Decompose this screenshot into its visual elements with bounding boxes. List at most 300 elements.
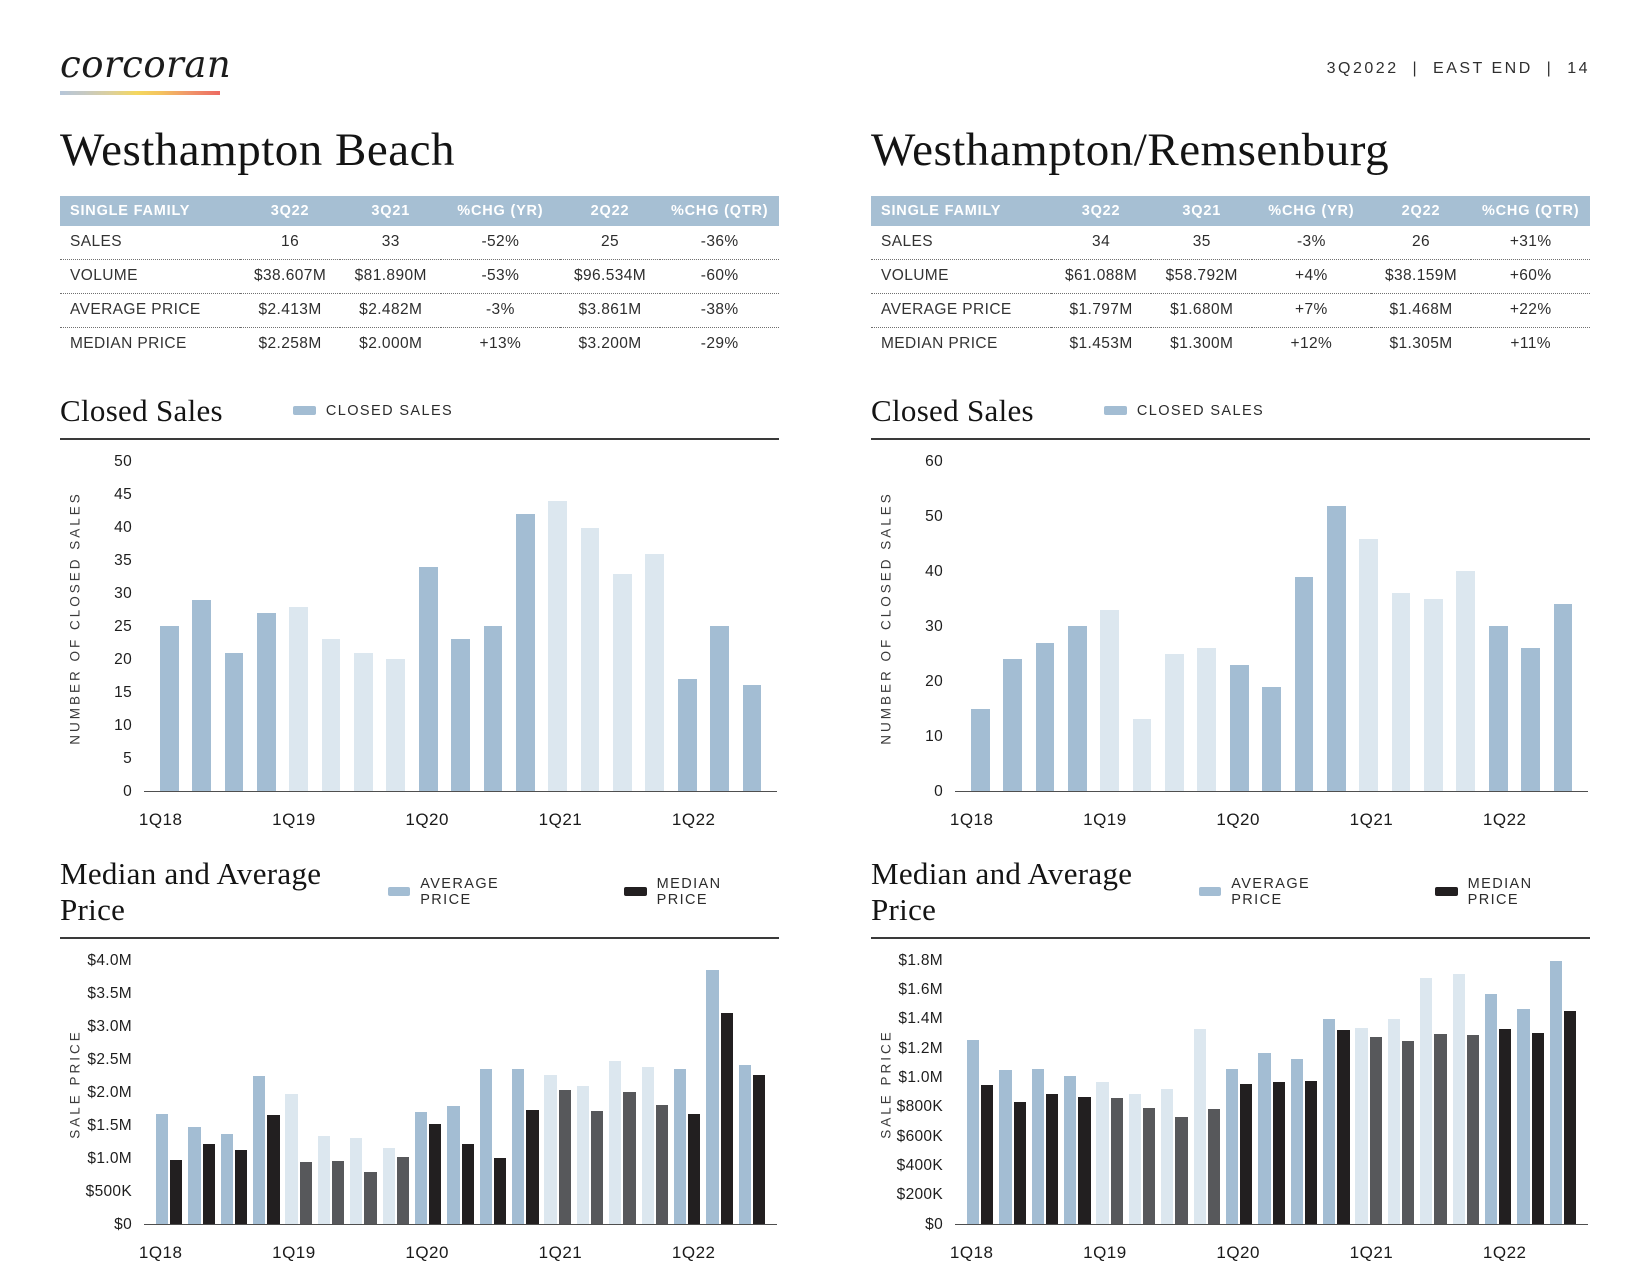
bar-group-3q20 — [1288, 462, 1320, 791]
closed-sales-bar — [1456, 571, 1475, 790]
bar-group-3q19 — [1158, 961, 1190, 1224]
bar-group-2q22 — [1514, 462, 1546, 791]
section-divider — [60, 937, 779, 939]
average-price-bar — [609, 1061, 621, 1224]
average-price-bar — [1355, 1028, 1367, 1224]
y-tick-label: 50 — [114, 452, 132, 470]
page-info: 3Q2022 | EAST END | 14 — [1326, 60, 1590, 77]
median-price-bar — [397, 1157, 409, 1224]
x-axis-labels — [138, 802, 777, 830]
bar-group-4q21 — [639, 961, 671, 1224]
bar-group-2q19 — [1126, 462, 1158, 791]
bar-group-2q18 — [996, 961, 1028, 1224]
table-cell: SALES — [871, 226, 1051, 260]
bar-group-3q22 — [736, 961, 768, 1224]
median-price-bar — [1046, 1094, 1058, 1223]
bar-group-2q18 — [185, 462, 217, 791]
bar-group-1q19 — [283, 462, 315, 791]
x-tick-label: 1Q22 — [1482, 809, 1527, 829]
bar-group-3q19 — [347, 961, 379, 1224]
average-price-bar — [221, 1134, 233, 1224]
column-header-2q22: 2Q22 — [1371, 196, 1472, 226]
x-tick-label: 1Q19 — [272, 809, 316, 829]
average-price-bar — [1550, 961, 1562, 1224]
chart-title: Closed Sales — [60, 392, 223, 428]
closed-sales-bar — [1197, 648, 1216, 791]
closed-sales-bar — [1327, 506, 1346, 791]
table-cell: $38.607M — [240, 259, 341, 293]
average-price-bar — [285, 1094, 297, 1224]
y-tick-label: 10 — [114, 716, 132, 734]
closed-sales-bar — [1521, 648, 1540, 791]
median-price-bar — [688, 1114, 700, 1224]
bar-group-4q19 — [380, 961, 412, 1224]
bar-group-1q18 — [153, 462, 185, 791]
plot-wrapper — [901, 450, 1590, 830]
table-row-volume — [871, 259, 1590, 293]
average-price-bar — [1258, 1053, 1270, 1224]
y-tick-label: 40 — [114, 518, 132, 536]
table-cell: $1.300M — [1170, 335, 1234, 353]
closed-sales-bar — [1424, 599, 1443, 791]
bar-group-1q19 — [1094, 462, 1126, 791]
table-cell: -29% — [700, 335, 739, 353]
median-price-bar — [1240, 1084, 1252, 1224]
y-tick-label: 50 — [925, 507, 943, 525]
chart-legend — [1104, 403, 1264, 419]
closed-sales-bar — [225, 653, 244, 791]
plot-area — [955, 462, 1588, 792]
table-row-median-price — [871, 327, 1590, 361]
x-tick-label: 1Q20 — [1216, 1242, 1260, 1262]
closed-sales-swatch-icon — [1104, 406, 1127, 415]
table-cell: $3.861M — [560, 293, 661, 327]
y-axis-title: SALE PRICE — [67, 1028, 83, 1139]
y-tick-label: $800K — [896, 1098, 943, 1116]
average-price-bar — [156, 1114, 168, 1224]
y-tick-label: $1.0M — [898, 1069, 943, 1087]
table-cell: $2.482M — [340, 293, 441, 327]
legend-item — [388, 876, 552, 908]
closed-sales-bar — [322, 639, 341, 790]
bar-group-2q20 — [444, 462, 476, 791]
table-cell: VOLUME — [60, 259, 240, 293]
x-tick-label: 1Q18 — [138, 809, 183, 829]
closed-sales-bar — [257, 613, 276, 791]
median-price-bar — [429, 1124, 441, 1224]
x-tick-label: 1Q19 — [272, 1242, 316, 1262]
median-price-bar — [1532, 1033, 1544, 1224]
average-price-bar — [999, 1070, 1011, 1224]
y-tick-label: 0 — [123, 782, 132, 800]
bar-group-1q19 — [283, 961, 315, 1224]
bar-group-4q18 — [1061, 462, 1093, 791]
bar-group-3q22 — [1547, 961, 1579, 1224]
table-cell: $38.159M — [1371, 259, 1472, 293]
median-price-bar — [235, 1150, 247, 1224]
average-price-bar — [1291, 1059, 1303, 1224]
closed-sales-bar — [289, 607, 308, 791]
bar-group-1q21 — [542, 462, 574, 791]
table-cell: $2.000M — [359, 335, 423, 353]
closed-sales-bar — [386, 659, 405, 791]
table-cell: -3% — [1252, 226, 1371, 260]
bar-group-2q19 — [315, 462, 347, 791]
closed-sales-swatch-icon — [293, 406, 316, 415]
bar-group-4q19 — [380, 462, 412, 791]
median-price-bar — [364, 1172, 376, 1224]
y-tick-label: $600K — [896, 1127, 943, 1145]
average-price-bar — [1129, 1094, 1141, 1224]
average-price-bar — [1032, 1069, 1044, 1224]
table-cell: +11% — [1510, 335, 1551, 353]
table-cell: +12% — [1290, 335, 1333, 353]
table-cell: $3.200M — [578, 335, 642, 353]
section-divider — [60, 438, 779, 440]
bar-group-1q18 — [153, 961, 185, 1224]
table-cell: $2.413M — [240, 293, 341, 327]
x-tick-label: 1Q20 — [405, 1242, 449, 1262]
median-price-bar — [332, 1161, 344, 1224]
bar-group-3q18 — [1029, 462, 1061, 791]
bar-group-3q21 — [1417, 462, 1449, 791]
y-tick-label: 60 — [925, 452, 943, 470]
plot-area — [955, 961, 1588, 1225]
bar-group-3q20 — [477, 462, 509, 791]
bar-group-3q20 — [477, 961, 509, 1224]
table-cell: MEDIAN PRICE — [881, 335, 998, 353]
x-tick-label: 1Q22 — [671, 809, 716, 829]
average-price-bar — [350, 1138, 362, 1224]
y-tick-label: $4.0M — [87, 951, 132, 969]
y-axis-ticks — [896, 951, 955, 1233]
average-price-bar — [544, 1075, 556, 1224]
table-row-median-price — [60, 327, 779, 361]
chart-legend — [388, 876, 779, 908]
bar-group-2q21 — [574, 961, 606, 1224]
average-price-bar — [674, 1069, 686, 1224]
average-price-swatch-icon — [1199, 887, 1221, 896]
bar-group-2q19 — [315, 961, 347, 1224]
closed-sales-section — [60, 393, 779, 830]
bar-group-3q21 — [606, 462, 638, 791]
table-cell: +31% — [1471, 226, 1590, 260]
plot-area — [144, 462, 777, 792]
closed-sales-bar — [678, 679, 697, 791]
column-westhampton-remsenburg — [871, 125, 1590, 1263]
column-header-%chg-(qtr): %CHG (QTR) — [1471, 196, 1590, 226]
chart-title: Closed Sales — [871, 392, 1034, 428]
section-header — [871, 856, 1590, 928]
x-tick-label: 1Q21 — [1349, 1242, 1394, 1262]
bar-group-2q22 — [703, 961, 735, 1224]
closed-sales-bar — [613, 574, 632, 791]
bar-group-4q21 — [1450, 961, 1482, 1224]
median-price-bar — [267, 1115, 279, 1224]
table-cell: +22% — [1471, 293, 1590, 327]
median-price-bar — [559, 1090, 571, 1224]
bar-group-1q18 — [964, 462, 996, 791]
y-axis-title: NUMBER OF CLOSED SALES — [878, 490, 894, 745]
section-header — [60, 393, 779, 429]
bar-group-1q22 — [671, 462, 703, 791]
average-price-bar — [706, 970, 718, 1224]
x-tick-label: 1Q18 — [949, 809, 994, 829]
y-axis-ticks — [90, 452, 144, 800]
closed-sales-bar — [451, 639, 470, 790]
bar-group-3q19 — [347, 462, 379, 791]
table-header-row — [60, 196, 779, 226]
median-price-bar — [591, 1111, 603, 1224]
plot-area — [144, 961, 777, 1225]
legend-label: AVERAGE PRICE — [420, 875, 500, 908]
median-price-bar — [1467, 1035, 1479, 1224]
table-cell: 26 — [1371, 226, 1472, 260]
table-cell: SALES — [60, 226, 240, 260]
median-price-bar — [1499, 1029, 1511, 1223]
closed-sales-bar — [1392, 593, 1411, 790]
average-price-bar — [1388, 1019, 1400, 1224]
median-price-swatch-icon — [624, 887, 646, 896]
table-cell: $2.258M — [258, 335, 322, 353]
closed-sales-bar — [1489, 626, 1508, 791]
chart-title: Median and Average Price — [871, 855, 1133, 927]
y-tick-label: 35 — [114, 551, 132, 569]
bar-group-1q22 — [1482, 961, 1514, 1224]
y-tick-label: 25 — [114, 617, 132, 635]
bar-group-3q19 — [1158, 462, 1190, 791]
table-cell: +7% — [1252, 293, 1371, 327]
table-row-average-price — [871, 293, 1590, 327]
y-tick-label: $1.6M — [898, 981, 943, 999]
y-tick-label: $2.0M — [87, 1083, 132, 1101]
average-price-bar — [1226, 1069, 1238, 1224]
x-tick-label: 1Q18 — [138, 1242, 183, 1262]
closed-sales-bar — [1133, 719, 1152, 790]
median-price-bar — [203, 1144, 215, 1224]
table-row-sales — [871, 226, 1590, 260]
column-header-3q22: 3Q22 — [240, 196, 341, 226]
bar-group-1q20 — [1223, 462, 1255, 791]
closed-sales-bar — [1036, 643, 1055, 791]
y-tick-label: 40 — [925, 562, 943, 580]
median-price-bar — [1143, 1108, 1155, 1223]
bar-group-2q21 — [574, 462, 606, 791]
legend-label: CLOSED SALES — [1136, 402, 1265, 419]
median-price-bar — [494, 1158, 506, 1224]
page-header — [60, 43, 1590, 95]
table-header-row — [871, 196, 1590, 226]
column-header-single-family: SINGLE FAMILY — [871, 196, 1051, 226]
bar-group-3q22 — [1547, 462, 1579, 791]
bar-group-3q18 — [218, 961, 250, 1224]
average-price-bar — [253, 1076, 265, 1224]
x-tick-label: 1Q19 — [1083, 809, 1127, 829]
average-price-bar — [577, 1086, 589, 1224]
bar-group-1q22 — [1482, 462, 1514, 791]
median-price-bar — [753, 1075, 765, 1223]
table-cell: -53% — [441, 259, 560, 293]
closed-sales-bar — [1554, 604, 1573, 790]
median-price-bar — [623, 1092, 635, 1224]
chart-legend — [1199, 876, 1590, 908]
x-tick-label: 1Q22 — [671, 1242, 716, 1262]
closed-sales-bar — [192, 600, 211, 791]
median-price-bar — [1564, 1011, 1576, 1223]
median-price-bar — [1370, 1037, 1382, 1224]
y-tick-label: 45 — [114, 485, 132, 503]
average-price-bar — [739, 1065, 751, 1224]
table-cell: -36% — [660, 226, 779, 260]
bar-group-3q21 — [606, 961, 638, 1224]
average-price-bar — [415, 1112, 427, 1224]
section-divider — [871, 438, 1590, 440]
bar-group-4q21 — [1450, 462, 1482, 791]
two-column-layout — [60, 125, 1590, 1263]
median-price-bar — [1434, 1034, 1446, 1224]
column-header-3q21: 3Q21 — [340, 196, 441, 226]
x-tick-label: 1Q19 — [1083, 1242, 1127, 1262]
plot-wrapper — [896, 949, 1590, 1263]
bar-group-4q18 — [250, 462, 282, 791]
table-cell: -60% — [660, 259, 779, 293]
average-price-bar — [967, 1040, 979, 1224]
bar-group-2q22 — [703, 462, 735, 791]
bar-group-1q21 — [1353, 961, 1385, 1224]
closed-sales-chart — [871, 450, 1590, 830]
median-price-bar — [462, 1144, 474, 1224]
table-cell: +60% — [1471, 259, 1590, 293]
bar-group-2q21 — [1385, 961, 1417, 1224]
table-cell: 33 — [340, 226, 441, 260]
x-tick-label: 1Q20 — [405, 809, 449, 829]
bar-group-3q21 — [1417, 961, 1449, 1224]
bar-group-1q20 — [1223, 961, 1255, 1224]
legend-item — [624, 876, 775, 908]
average-price-bar — [383, 1148, 395, 1224]
price-section — [60, 856, 779, 1263]
bar-group-4q20 — [1320, 961, 1352, 1224]
closed-sales-bar — [1230, 665, 1249, 791]
single-family-stats-table — [871, 196, 1590, 361]
closed-sales-section — [871, 393, 1590, 830]
y-tick-label: 0 — [934, 782, 943, 800]
y-tick-label: 10 — [925, 727, 943, 745]
column-header-%chg-(qtr): %CHG (QTR) — [660, 196, 779, 226]
table-cell: MEDIAN PRICE — [70, 335, 187, 353]
corcoran-logo — [60, 43, 232, 95]
bar-group-3q18 — [1029, 961, 1061, 1224]
average-price-bar — [512, 1069, 524, 1224]
bar-group-1q19 — [1094, 961, 1126, 1224]
legend-label: CLOSED SALES — [325, 402, 454, 419]
legend-item — [1199, 876, 1363, 908]
average-price-bar — [1323, 1019, 1335, 1224]
median-price-bar — [300, 1162, 312, 1224]
table-cell: AVERAGE PRICE — [871, 293, 1051, 327]
legend-label: MEDIAN PRICE — [656, 875, 722, 908]
x-tick-label: 1Q21 — [538, 1242, 583, 1262]
y-tick-label: $0 — [925, 1215, 943, 1233]
closed-sales-bar — [1068, 626, 1087, 791]
average-price-bar — [1485, 994, 1497, 1223]
bar-group-3q22 — [736, 462, 768, 791]
table-cell: +13% — [479, 335, 522, 353]
table-cell: $1.680M — [1151, 293, 1252, 327]
y-tick-label: $500K — [85, 1182, 132, 1200]
x-tick-label: 1Q21 — [1349, 809, 1394, 829]
table-cell: $1.453M — [1069, 335, 1133, 353]
y-tick-label: $0 — [114, 1215, 132, 1233]
median-price-swatch-icon — [1435, 887, 1457, 896]
y-tick-label: $2.5M — [87, 1050, 132, 1068]
bar-group-2q19 — [1126, 961, 1158, 1224]
y-tick-label: $3.0M — [87, 1017, 132, 1035]
y-tick-label: $400K — [896, 1157, 943, 1175]
y-tick-label: 15 — [114, 683, 132, 701]
column-header-3q22: 3Q22 — [1051, 196, 1152, 226]
bar-group-4q19 — [1191, 961, 1223, 1224]
median-price-bar — [1402, 1041, 1414, 1224]
bar-group-4q18 — [1061, 961, 1093, 1224]
median-price-bar — [170, 1160, 182, 1224]
closed-sales-bar — [419, 567, 438, 791]
bar-group-4q20 — [509, 462, 541, 791]
average-price-bar — [318, 1136, 330, 1223]
closed-sales-bar — [1295, 577, 1314, 791]
closed-sales-bar — [484, 626, 503, 791]
average-price-bar — [1096, 1082, 1108, 1224]
y-tick-label: $200K — [896, 1186, 943, 1204]
median-average-price-chart — [60, 949, 779, 1263]
median-price-bar — [1337, 1030, 1349, 1224]
average-price-swatch-icon — [388, 887, 410, 896]
column-header-single-family: SINGLE FAMILY — [60, 196, 240, 226]
median-price-bar — [721, 1013, 733, 1223]
median-price-bar — [1273, 1082, 1285, 1224]
table-row-volume — [60, 259, 779, 293]
y-axis-ticks — [85, 951, 144, 1233]
closed-sales-bar — [1359, 539, 1378, 791]
x-axis-labels — [949, 802, 1588, 830]
closed-sales-bar — [971, 709, 990, 791]
table-cell: $81.890M — [340, 259, 441, 293]
y-tick-label: 30 — [114, 584, 132, 602]
plot-wrapper — [85, 949, 779, 1263]
section-divider — [871, 937, 1590, 939]
bar-group-2q20 — [444, 961, 476, 1224]
bar-group-2q20 — [1255, 961, 1287, 1224]
x-tick-label: 1Q18 — [949, 1242, 994, 1262]
x-tick-label: 1Q22 — [1482, 1242, 1527, 1262]
section-header — [871, 393, 1590, 429]
corcoran-logo-text: corcoran — [60, 43, 232, 86]
table-cell: $96.534M — [560, 259, 661, 293]
bar-group-2q21 — [1385, 462, 1417, 791]
table-cell: +4% — [1252, 259, 1371, 293]
closed-sales-bar — [743, 685, 762, 790]
legend-item — [1435, 876, 1586, 908]
table-cell: $61.088M — [1051, 259, 1152, 293]
average-price-bar — [1517, 1009, 1529, 1223]
y-axis-title: SALE PRICE — [878, 1028, 894, 1139]
median-price-bar — [981, 1085, 993, 1224]
average-price-bar — [188, 1127, 200, 1224]
bar-group-2q18 — [185, 961, 217, 1224]
median-price-bar — [656, 1105, 668, 1224]
legend-item — [293, 403, 453, 419]
y-tick-label: $1.5M — [87, 1116, 132, 1134]
